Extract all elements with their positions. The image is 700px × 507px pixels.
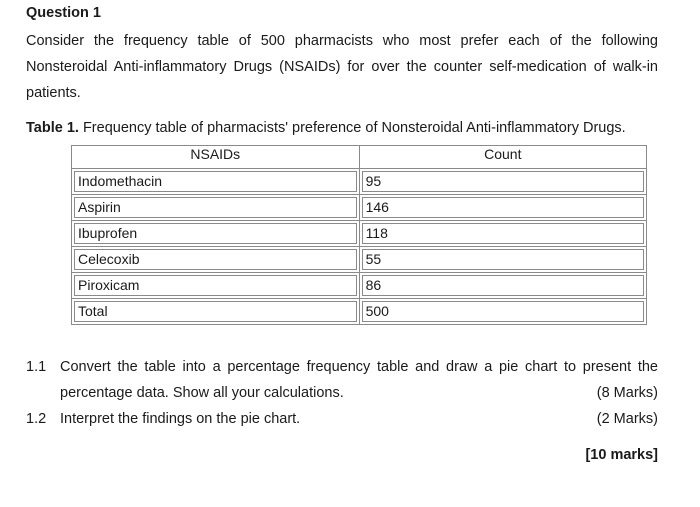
- total-label-cell: Total: [74, 301, 357, 322]
- table-header-row: [72, 146, 647, 169]
- drug-name-cell: Ibuprofen: [74, 223, 357, 244]
- subquestion-number: 1.1: [26, 359, 47, 375]
- subquestion-line-2: percentage data. Show all your calculations.: [60, 385, 344, 401]
- drug-name-cell: Celecoxib: [74, 249, 357, 270]
- header-count: Count: [359, 146, 646, 169]
- drug-name-cell: Aspirin: [74, 197, 357, 218]
- drug-name-cell: Piroxicam: [74, 275, 357, 296]
- total-count-cell: 500: [362, 301, 644, 322]
- frequency-table: [71, 145, 647, 325]
- subquestion-1-2: [26, 406, 658, 432]
- table-row: [72, 195, 647, 221]
- drug-name-cell: Indomethacin: [74, 171, 357, 192]
- table-row: [72, 247, 647, 273]
- subquestion-marks: (2 Marks): [596, 411, 658, 427]
- question-title: Question 1: [26, 5, 101, 21]
- table-caption-text: Frequency table of pharmacists' preference of Nonsteroidal Anti-inflammatory Drugs.: [78, 120, 626, 136]
- count-cell: 55: [362, 249, 644, 270]
- count-cell: 146: [362, 197, 644, 218]
- table-row-total: [72, 299, 647, 325]
- total-marks: [10 marks]: [585, 447, 658, 463]
- header-nsaids: NSAIDs: [72, 146, 360, 169]
- count-cell: 86: [362, 275, 644, 296]
- subquestion-text: Interpret the findings on the pie chart.: [60, 411, 301, 427]
- table-caption-label: Table 1.: [26, 120, 79, 136]
- question-intro: Consider the frequency table of 500 pharmacists who most prefer each of the following Nonsteroidal Anti-inflammatory Drugs (NSAIDs) for over the counter self-medication of walk-in patients.: [26, 33, 658, 101]
- subquestion-marks: (8 Marks): [596, 385, 658, 401]
- count-cell: 95: [362, 171, 644, 192]
- table-row: [72, 221, 647, 247]
- subquestion-number: 1.2: [26, 411, 47, 427]
- count-cell: 118: [362, 223, 644, 244]
- subquestion-line-1: Convert the table into a percentage frequency table and draw a pie chart to present the: [60, 359, 658, 375]
- table-row: [72, 169, 647, 195]
- table-caption: [26, 120, 626, 136]
- table-row: [72, 273, 647, 299]
- subquestion-1-1: [26, 354, 658, 406]
